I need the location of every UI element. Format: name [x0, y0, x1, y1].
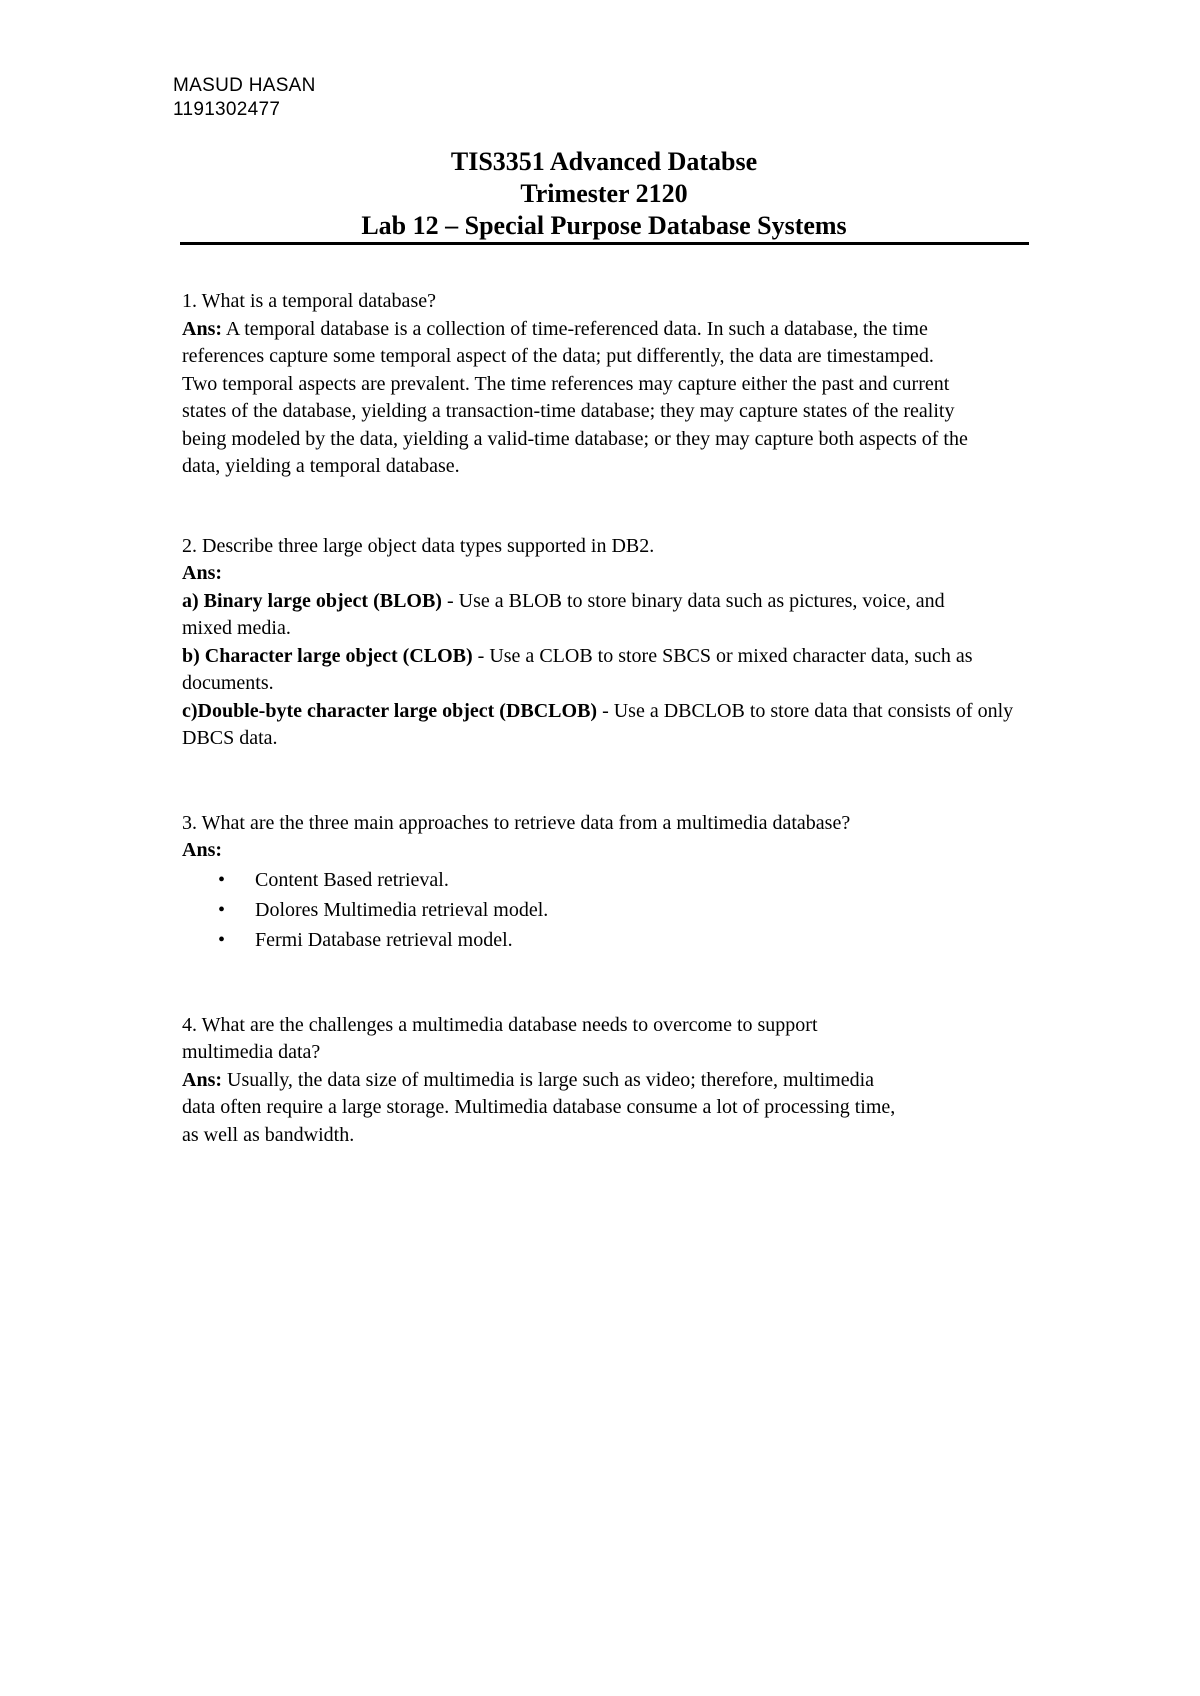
- bullet-icon: •: [218, 898, 226, 921]
- author-name: MASUD HASAN: [173, 75, 316, 96]
- list-item: [182, 895, 1042, 925]
- answer-label-text: Ans:: [182, 839, 223, 861]
- author-block: [173, 74, 316, 122]
- question-4-text: 4. What are the challenges a multimedia database needs to overcome to support multimedia data?: [182, 1013, 818, 1063]
- answer-2-item-label: c)Double-byte character large object (DBCLOB): [182, 699, 598, 722]
- approaches-list: [182, 865, 1042, 955]
- lab-title: Lab 12 – Special Purpose Database Systems: [361, 211, 847, 240]
- student-id: 1191302477: [173, 99, 281, 120]
- answer-2-item-text: - Use a CLOB to store SBCS or mixed character data, such as documents.: [182, 644, 973, 694]
- document-title: [180, 146, 1028, 242]
- list-item-text: Fermi Database retrieval model.: [255, 928, 513, 951]
- answer-label: Ans:: [182, 317, 223, 340]
- answer-label: Ans:: [182, 1068, 223, 1091]
- trimester-title: Trimester 2120: [520, 179, 688, 208]
- answer-2-item-label: b) Character large object (CLOB): [182, 644, 473, 667]
- answer-label: [182, 560, 1042, 588]
- answer-2-item-text: - Use a DBCLOB to store data that consists of only DBCS data.: [182, 699, 1014, 749]
- answer-1: [182, 316, 972, 481]
- question-4: [182, 1012, 1042, 1150]
- answer-2-item: [182, 643, 982, 698]
- list-item-text: Dolores Multimedia retrieval model.: [255, 898, 549, 921]
- answer-2-item: [182, 698, 1032, 753]
- answer-1-text: A temporal database is a collection of time-referenced data. In such a database, the time references capture some temporal aspect of the data; put differently, the data are timestamped. Two temporal aspects are prevalent. The time references may capture either the past and current states of the database, yielding a transaction-time database; they may capture states of the reality being modeled by the data, yielding a valid-time database; or they may capture both aspects of the data, yielding a temporal database.: [182, 317, 968, 477]
- answer-2-item-label: a) Binary large object (BLOB): [182, 589, 442, 612]
- list-item: [182, 865, 1042, 895]
- question-3-text: 3. What are the three main approaches to retrieve data from a multimedia database?: [182, 811, 851, 834]
- bullet-icon: •: [218, 928, 226, 951]
- answer-label-text: Ans:: [182, 562, 223, 584]
- bullet-icon: •: [218, 868, 226, 891]
- answer-2-item: [182, 588, 982, 643]
- title-divider: [180, 242, 1029, 245]
- question-1: [182, 288, 1042, 481]
- course-title: TIS3351 Advanced Databse: [450, 147, 758, 176]
- answer-4-text: Usually, the data size of multimedia is large such as video; therefore, multimedia data often require a large storage. Multimedia database consume a lot of processing time, as well as bandwidth.: [182, 1068, 896, 1146]
- question-1-text: 1. What is a temporal database?: [182, 290, 436, 312]
- document-body: [182, 288, 1042, 1149]
- answer-4: [182, 1067, 912, 1150]
- answer-2-item-text: - Use a BLOB to store binary data such as pictures, voice, and mixed media.: [182, 589, 945, 639]
- question-2-text: 2. Describe three large object data types supported in DB2.: [182, 534, 655, 557]
- list-item-text: Content Based retrieval.: [255, 868, 449, 891]
- list-item: [182, 925, 1042, 955]
- question-2: [182, 533, 1042, 753]
- question-3: [182, 810, 1042, 955]
- answer-label: [182, 837, 1042, 865]
